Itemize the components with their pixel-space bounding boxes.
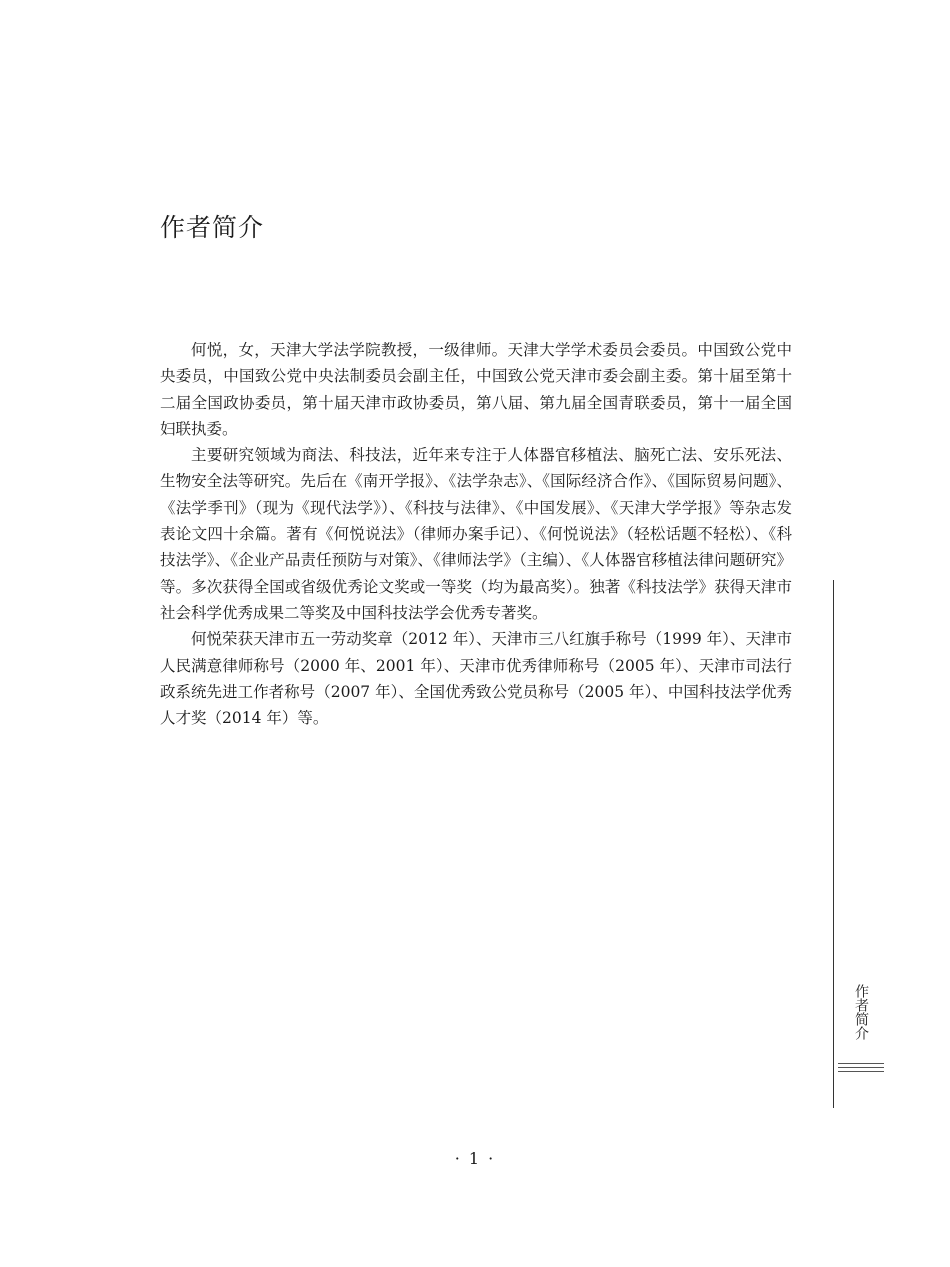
bio-paragraph-1: 何悦，女，天津大学法学院教授，一级律师。天津大学学术委员会委员。中国致公党中央委员，中国致公党中央法制委员会副主任，中国致公党天津市委会副主委。第十届至第十二届全国政协委员，第十届天津市政协委员，第八届、第九届全国青联委员，第十一届全国妇联执委。 xyxy=(160,341,792,438)
margin-divider xyxy=(833,580,834,1108)
side-rule-line xyxy=(838,1067,884,1068)
bio-paragraph-2: 主要研究领域为商法、科技法，近年来专注于人体器官移植法、脑死亡法、安乐死法、生物安全法等研究。先后在《南开学报》、《法学杂志》、《国际经济合作》、《国际贸易问题》、《法学季刊》（现为《现代法学》）、《科技与法律》、《中国发展》、《天津大学学报》等杂志发表论文四十余篇。著有《何悦说法》（律师办案手记）、《何悦说法》（轻松话题不轻松）、《科技法学》、《企业产品责任预防与对策》、《律师法学》（主编）、《人体器官移植法律问题研究》等。多次获得全国或省级优秀论文奖或一等奖（均为最高奖）。独著《科技法学》获得天津市社会科学优秀成果二等奖及中国科技法学会优秀专著奖。 xyxy=(160,446,792,622)
bio-paragraph-3: 何悦荣获天津市五一劳动奖章（2012 年）、天津市三八红旗手称号（1999 年）、天津市人民满意律师称号（2000 年、2001 年）、天津市优秀律师称号（2005 年）、天津市司法行政系统先进工作者称号（2007 年）、全国优秀致公党员称号（2005 年）、中国科技法学优秀人才奖（2014 年）等。 xyxy=(160,630,792,728)
author-bio xyxy=(160,337,792,731)
side-tab-rules xyxy=(838,1063,884,1075)
side-rule-line xyxy=(838,1063,884,1064)
side-rule-line xyxy=(838,1071,884,1072)
section-side-tab: 作者简介 xyxy=(853,984,869,1040)
page-number: · 1 · xyxy=(454,1149,496,1168)
page-title: 作者简介 xyxy=(160,213,265,242)
